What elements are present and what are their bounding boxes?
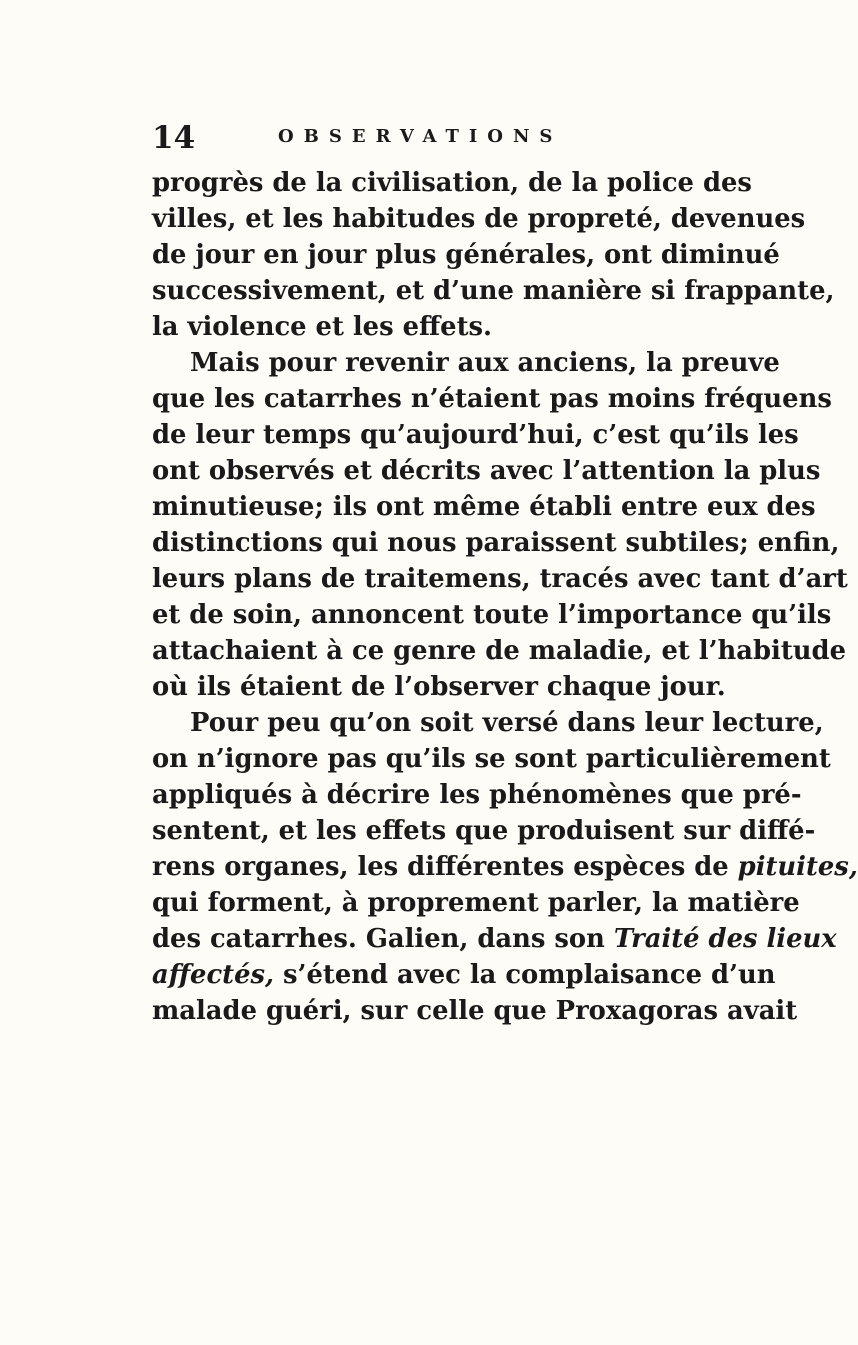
text-line: ont observés et décrits avec l’attention la plus xyxy=(152,456,821,486)
text-line: de leur temps qu’aujourd’hui, c’est qu’ils les xyxy=(152,420,799,450)
text-line: malade guéri, sur celle que Proxagoras avait xyxy=(152,996,798,1026)
text-line: la violence et les effets. xyxy=(152,312,493,342)
page-number: 14 xyxy=(152,120,196,156)
text-segment: rens organes, les différentes espèces de xyxy=(152,852,729,882)
italic-title: affectés, xyxy=(152,960,275,990)
text-line: attachaient à ce genre de maladie, et l’habitude xyxy=(152,636,846,666)
text-line: qui forment, à proprement parler, la matière xyxy=(152,888,800,918)
text-line: et de soin, annoncent toute l’importance qu’ils xyxy=(152,600,832,630)
text-line: de jour en jour plus générales, ont diminué xyxy=(152,240,780,270)
text-segment: s’étend avec la complaisance d’un xyxy=(283,960,776,990)
text-line: leurs plans de traitemens, tracés avec tant d’art xyxy=(152,564,848,594)
text-line: progrès de la civilisation, de la police des xyxy=(152,168,752,198)
text-line: minutieuse; ils ont même établi entre eux des xyxy=(152,492,816,522)
text-line: où ils étaient de l’observer chaque jour. xyxy=(152,672,726,702)
text-line: appliqués à décrire les phénomènes que pré- xyxy=(152,780,802,810)
running-head: OBSERVATIONS xyxy=(278,126,563,147)
text-line: villes, et les habitudes de propreté, devenues xyxy=(152,204,806,234)
text-line: successivement, et d’une manière si frappante, xyxy=(152,276,835,306)
text-segment: des catarrhes. Galien, dans son xyxy=(152,924,605,954)
text-line: on n’ignore pas qu’ils se sont particulièrement xyxy=(152,744,831,774)
italic-title: Traité des lieux xyxy=(613,924,837,954)
text-line: sentent, et les effets que produisent sur diffé- xyxy=(152,816,816,846)
page-header xyxy=(152,118,672,158)
text-line xyxy=(152,957,776,993)
text-line: Mais pour revenir aux anciens, la preuve xyxy=(190,348,780,378)
text-line: que les catarrhes n’étaient pas moins fréquens xyxy=(152,384,832,414)
text-line: distinctions qui nous paraissent subtiles; enfin, xyxy=(152,528,840,558)
body-text xyxy=(152,165,858,1029)
text-line xyxy=(152,921,837,957)
italic-term: pituites, xyxy=(737,852,858,882)
text-line xyxy=(152,849,858,885)
text-line: Pour peu qu’on soit versé dans leur lecture, xyxy=(190,708,824,738)
